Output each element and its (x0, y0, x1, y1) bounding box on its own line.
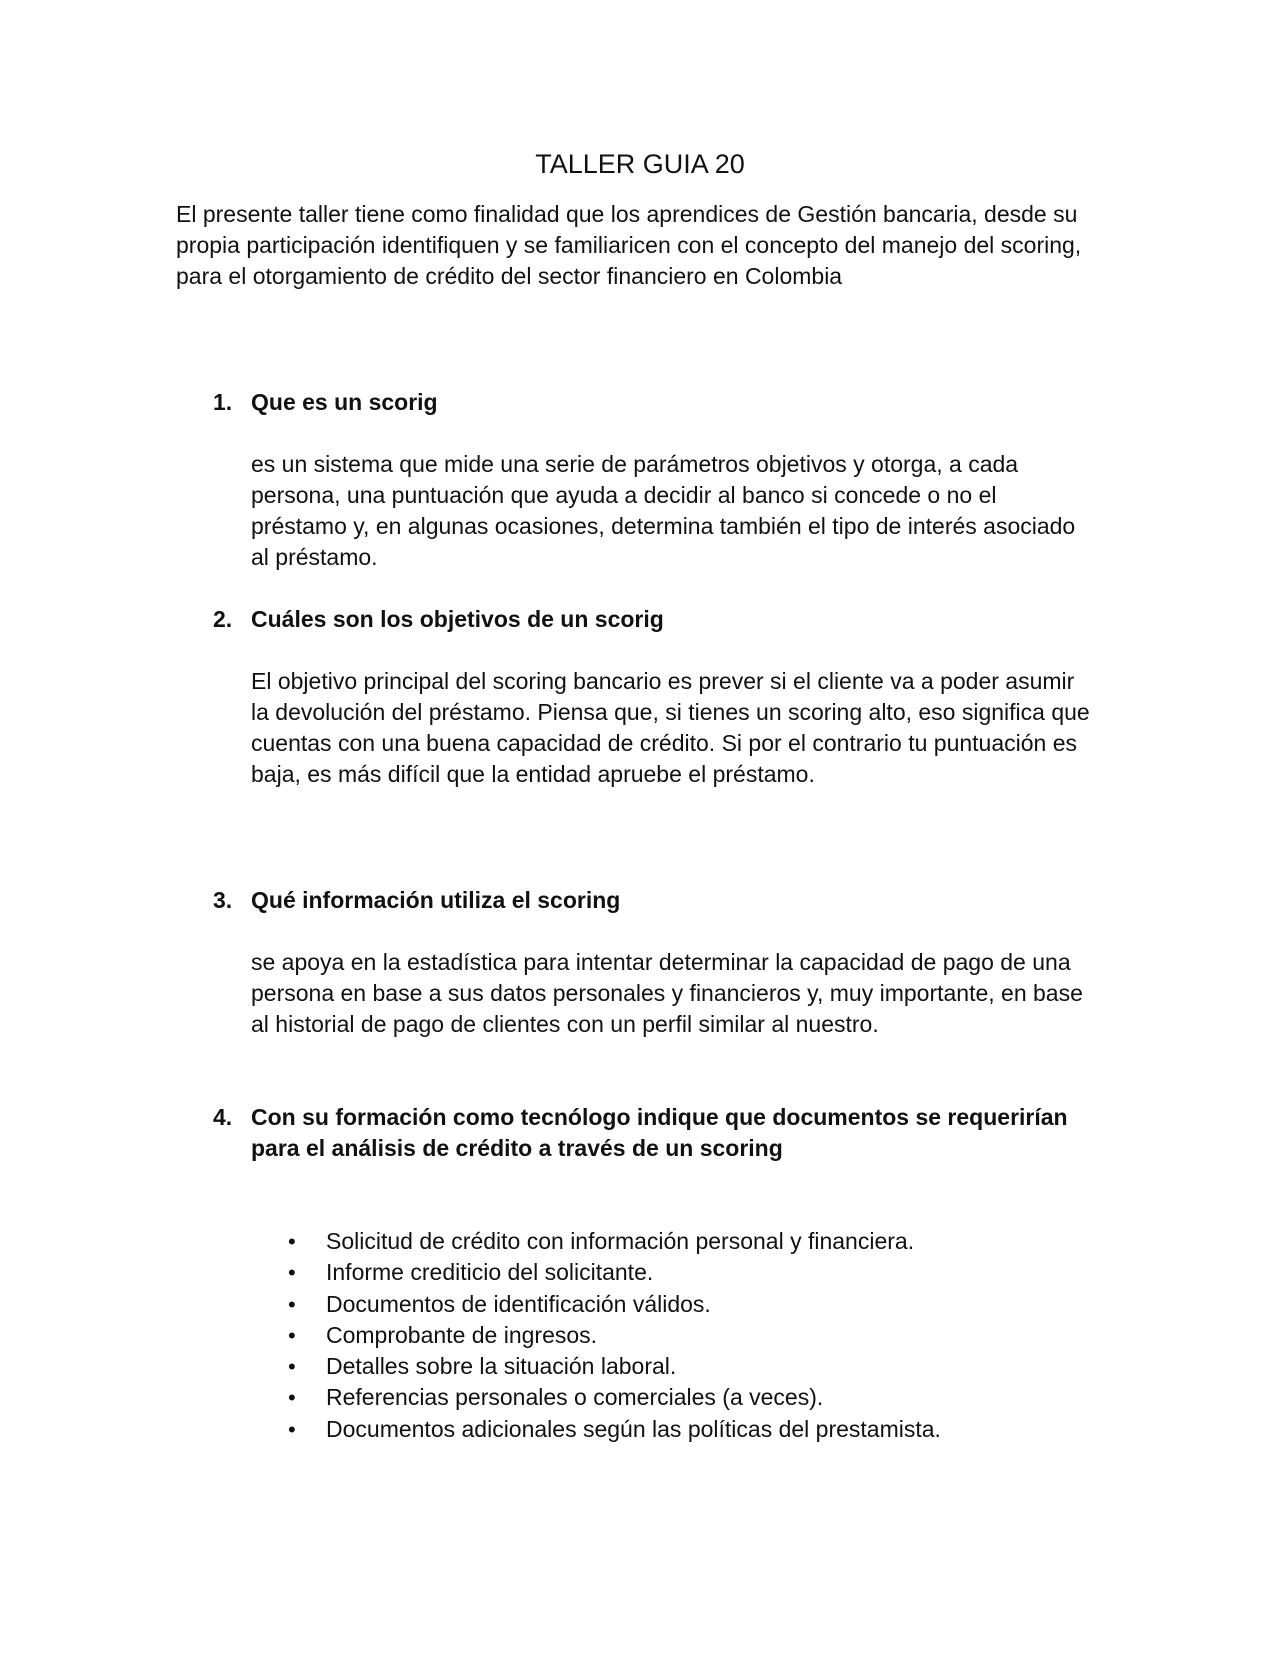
question-answer: El objetivo principal del scoring bancario es prever si el cliente va a poder asumir la devolución del préstamo. Piensa que, si tienes un scoring alto, eso significa que cuentas con una buena capacidad de crédito. Si por el contrario tu puntuación es baja, es más difícil que la entidad apruebe el préstamo. (251, 668, 1090, 787)
bullet-icon: • (288, 1322, 296, 1348)
intro-paragraph: El presente taller tiene como finalidad que los aprendices de Gestión bancaria, desde su propia participación identifiquen y se familiaricen con el concepto del manejo del scoring, para el otorgamiento de crédito del sector financiero en Colombia (176, 201, 1082, 289)
question-heading (213, 604, 1093, 635)
question-3 (213, 885, 1093, 1040)
bullet-icon: • (288, 1354, 296, 1380)
question-title: Cuáles son los objetivos de un scorig (251, 606, 664, 632)
list-item (288, 1414, 1108, 1445)
list-item-text: Detalles sobre la situación laboral. (326, 1353, 677, 1380)
question-4 (213, 1102, 1093, 1164)
question-heading (213, 885, 1093, 916)
question-title: Con su formación como tecnólogo indique que documentos se requerirían para el análisis de crédito a través de un scoring (251, 1104, 1068, 1161)
question-number: 2. (213, 606, 233, 632)
bullet-icon: • (288, 1260, 296, 1286)
question-number: 4. (213, 1104, 233, 1130)
question-2 (213, 604, 1093, 790)
list-item (288, 1351, 1108, 1382)
question-title: Que es un scorig (251, 389, 438, 415)
bullet-icon: • (288, 1229, 296, 1254)
question-number: 3. (213, 887, 233, 913)
document-title: TALLER GUIA 20 (535, 149, 745, 179)
question-answer: es un sistema que mide una serie de parámetros objetivos y otorga, a cada persona, una puntuación que ayuda a decidir al banco si concede o no el préstamo y, en algunas ocasiones, determina también el tipo de interés asociado al préstamo. (251, 451, 1076, 570)
documents-list (288, 1226, 1108, 1445)
list-item (288, 1382, 1108, 1413)
question-1 (213, 387, 1093, 573)
bullet-icon: • (288, 1291, 296, 1317)
bullet-icon: • (288, 1416, 296, 1442)
question-answer: se apoya en la estadística para intentar determinar la capacidad de pago de una persona en base a sus datos personales y financieros y, muy importante, en base al historial de pago de clientes con un perfil similar al nuestro. (251, 949, 1083, 1037)
list-item (288, 1226, 1108, 1257)
list-item-text: Documentos adicionales según las políticas del prestamista. (326, 1415, 941, 1442)
list-item (288, 1289, 1108, 1320)
list-item-text: Comprobante de ingresos. (326, 1321, 598, 1348)
list-item (288, 1257, 1108, 1288)
list-item-text: Informe crediticio del solicitante. (326, 1259, 654, 1286)
list-item-text: Documentos de identificación válidos. (326, 1290, 711, 1317)
bullet-icon: • (288, 1385, 296, 1411)
list-item-text: Solicitud de crédito con información personal y financiera. (326, 1228, 915, 1254)
question-heading (213, 387, 1093, 418)
question-title: Qué información utiliza el scoring (251, 887, 621, 913)
list-item-text: Referencias personales o comerciales (a veces). (326, 1384, 824, 1411)
question-number: 1. (213, 389, 233, 415)
question-heading (213, 1102, 1093, 1164)
list-item (288, 1320, 1108, 1351)
